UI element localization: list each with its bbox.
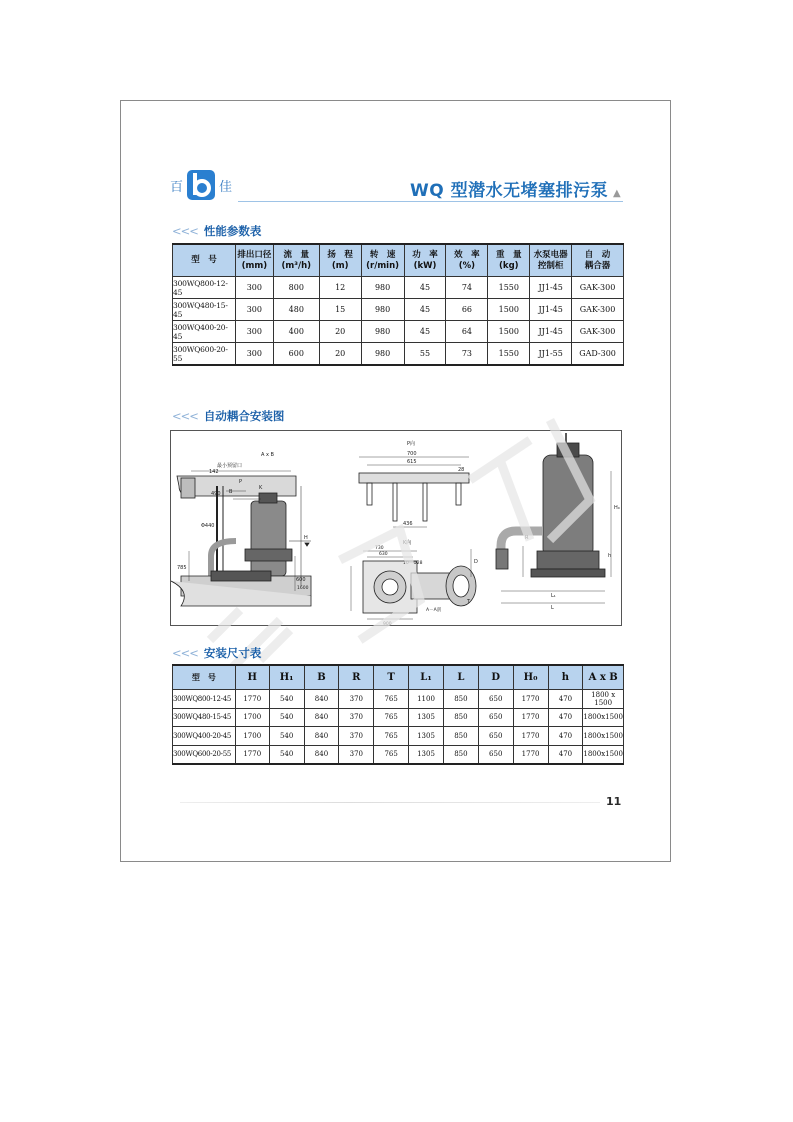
value-cell: 20 [319, 321, 361, 343]
label-630: 630 [379, 552, 388, 557]
brand-b-icon [186, 169, 216, 201]
label-l: L [551, 605, 554, 611]
perf-header-8 [530, 244, 572, 277]
label-142: 142 [209, 469, 219, 475]
model-cell: 300WQ600-20-55 [173, 343, 236, 366]
perf-header-line2: 耦合器 [584, 260, 611, 271]
perf-header-line2: (r/min) [366, 260, 400, 271]
value-cell: 480 [273, 299, 319, 321]
value-cell: 1770 [513, 727, 548, 746]
value-cell: 1305 [409, 708, 444, 727]
document-title: WQ 型潜水无堵塞排污泵 [410, 181, 609, 201]
value-cell: 1800x1500 [583, 745, 624, 764]
perf-header-line2: (mm) [241, 260, 268, 271]
value-cell: GAK-300 [572, 277, 624, 299]
label-1600: 1600 [297, 586, 309, 591]
value-cell: 1700 [235, 727, 269, 746]
label-900: 900 [383, 622, 392, 626]
perf-header-line2: 控制柜 [537, 260, 564, 271]
label-t: T [467, 599, 471, 605]
value-cell: 1550 [488, 343, 530, 366]
perf-header-2 [273, 244, 319, 277]
chevrons-icon: <<< [172, 409, 198, 423]
label-min-opening: 最小预留口 [217, 463, 243, 469]
value-cell: 300 [235, 299, 273, 321]
label-l1: L₁ [551, 593, 556, 599]
section-performance-title [172, 223, 261, 239]
value-cell: 600 [273, 343, 319, 366]
install-header-5: T [374, 665, 409, 690]
perf-header-line1: 排出口径 [237, 249, 272, 260]
value-cell: 66 [446, 299, 488, 321]
value-cell: 1305 [409, 727, 444, 746]
label-view-k: K向 [403, 540, 412, 546]
value-cell: 64 [446, 321, 488, 343]
value-cell: 1800 x 1500 [583, 690, 624, 709]
value-cell: 45 [404, 277, 446, 299]
value-cell: 370 [339, 690, 374, 709]
table-row [173, 690, 624, 709]
value-cell: 765 [374, 690, 409, 709]
value-cell: 650 [478, 708, 513, 727]
perf-header-line2: (m³/h) [281, 260, 312, 271]
perf-header-line1: 自 动 [584, 249, 611, 260]
installation-drawing [170, 430, 622, 626]
perf-header-line1: 扬 程 [327, 249, 353, 260]
value-cell: 840 [304, 708, 339, 727]
value-cell: GAK-300 [572, 321, 624, 343]
install-header-9: H₀ [513, 665, 548, 690]
model-cell: 300WQ480-15-45 [173, 299, 236, 321]
install-header-6: L₁ [409, 665, 444, 690]
value-cell: 1700 [235, 708, 269, 727]
perf-header-line2: (kW) [413, 260, 437, 271]
perf-header-0 [173, 244, 236, 277]
perf-header-7 [488, 244, 530, 277]
section-view [171, 471, 311, 606]
label-r: R [525, 535, 529, 541]
install-header-2: H₁ [269, 665, 304, 690]
value-cell: 540 [269, 727, 304, 746]
value-cell: GAD-300 [572, 343, 624, 366]
perf-header-line2: (m) [331, 260, 349, 271]
value-cell: 840 [304, 745, 339, 764]
perf-header-6 [446, 244, 488, 277]
value-cell: 1770 [513, 745, 548, 764]
value-cell: 540 [269, 690, 304, 709]
label-a-a: A－A剖 [426, 608, 442, 613]
value-cell: 980 [361, 299, 404, 321]
value-cell: 765 [374, 745, 409, 764]
value-cell: 300 [235, 277, 273, 299]
performance-table [172, 243, 624, 366]
perf-header-9 [572, 244, 624, 277]
label-28: 28 [458, 467, 465, 473]
model-cell: 300WQ400-20-45 [173, 727, 236, 746]
perf-header-line2: (kg) [499, 260, 519, 271]
value-cell: 400 [273, 321, 319, 343]
label-b: B [229, 489, 233, 495]
install-header-row [173, 665, 624, 690]
value-cell: 370 [339, 745, 374, 764]
value-cell: 300 [235, 343, 273, 366]
value-cell: 850 [443, 690, 478, 709]
chevrons-icon: <<< [172, 646, 198, 660]
value-cell: 470 [548, 745, 583, 764]
value-cell: 840 [304, 727, 339, 746]
perf-header-line1: 效 率 [454, 249, 480, 260]
value-cell: JJ1-45 [530, 299, 572, 321]
value-cell: 765 [374, 708, 409, 727]
label-h0: H₀ [614, 505, 620, 511]
install-header-4: R [339, 665, 374, 690]
label-holes: 10－Φ28 [403, 561, 423, 566]
label-k: K [259, 485, 263, 491]
value-cell: 1770 [235, 745, 269, 764]
value-cell: 1770 [513, 690, 548, 709]
label-axb: A x B [261, 452, 274, 458]
perf-header-4 [361, 244, 404, 277]
label-615: 615 [407, 459, 417, 465]
install-header-10: h [548, 665, 583, 690]
model-cell: 300WQ800-12-45 [173, 277, 236, 299]
value-cell: 300 [235, 321, 273, 343]
value-cell: 650 [478, 745, 513, 764]
value-cell: 800 [273, 277, 319, 299]
value-cell: 765 [374, 727, 409, 746]
value-cell: 55 [404, 343, 446, 366]
value-cell: 840 [304, 690, 339, 709]
label-700: 700 [407, 451, 417, 457]
value-cell: 470 [548, 708, 583, 727]
value-cell: 980 [361, 343, 404, 366]
value-cell: 74 [446, 277, 488, 299]
value-cell: JJ1-55 [530, 343, 572, 366]
header-divider [238, 201, 623, 202]
label-730: 730 [375, 546, 384, 551]
section-drawing-label: 自动耦合安装图 [203, 409, 285, 423]
perf-header-1 [235, 244, 273, 277]
perf-header-line1: 水泵电器 [533, 249, 568, 260]
footer-divider [180, 802, 600, 803]
install-header-11: A x B [583, 665, 624, 690]
table-row [173, 277, 624, 299]
perf-header-line1: 重 量 [496, 249, 522, 260]
value-cell: 980 [361, 321, 404, 343]
install-header-3: B [304, 665, 339, 690]
value-cell: 980 [361, 277, 404, 299]
brand-char-left: 百 [170, 179, 184, 195]
value-cell: 540 [269, 708, 304, 727]
value-cell: 540 [269, 745, 304, 764]
chevrons-icon: <<< [172, 224, 198, 238]
label-490: 490 [211, 491, 221, 497]
value-cell: 1500 [488, 321, 530, 343]
table-row [173, 745, 624, 764]
value-cell: 20 [319, 343, 361, 366]
model-cell: 300WQ800-12-45 [173, 690, 236, 709]
value-cell: 470 [548, 727, 583, 746]
value-cell: 15 [319, 299, 361, 321]
install-header-8: D [478, 665, 513, 690]
install-header-7: L [443, 665, 478, 690]
value-cell: JJ1-45 [530, 277, 572, 299]
label-600: 600 [296, 577, 306, 583]
value-cell: 850 [443, 708, 478, 727]
label-view-p: P向 [407, 441, 416, 447]
label-h-small: h [608, 553, 612, 559]
model-cell: 300WQ600-20-55 [173, 745, 236, 764]
value-cell: 370 [339, 708, 374, 727]
table-row [173, 727, 624, 746]
value-cell: 1770 [235, 690, 269, 709]
install-header-1: H [235, 665, 269, 690]
value-cell: 1500 [488, 299, 530, 321]
install-dimensions-table [172, 664, 624, 765]
label-785: 785 [177, 565, 187, 571]
table-row [173, 343, 624, 366]
model-cell: 300WQ480-15-45 [173, 708, 236, 727]
value-cell: 370 [339, 727, 374, 746]
value-cell: 850 [443, 745, 478, 764]
perf-header-3 [319, 244, 361, 277]
value-cell: 45 [404, 299, 446, 321]
value-cell: JJ1-45 [530, 321, 572, 343]
section-install-label: 安装尺寸表 [203, 646, 262, 660]
label-d: D [474, 559, 478, 565]
value-cell: 650 [478, 727, 513, 746]
brand-logo [170, 168, 232, 202]
brand-char-right: 佳 [219, 179, 233, 195]
performance-header-row [173, 244, 624, 277]
perf-header-line1: 流 量 [283, 249, 310, 260]
value-cell: 1800x1500 [583, 708, 624, 727]
pump-view [471, 433, 611, 603]
label-p: P [239, 479, 243, 485]
value-cell: 1550 [488, 277, 530, 299]
value-cell: 73 [446, 343, 488, 366]
value-cell: 470 [548, 690, 583, 709]
table-row [173, 321, 624, 343]
perf-header-line2: (%) [458, 260, 476, 271]
value-cell: 850 [443, 727, 478, 746]
perf-header-line1: 功 率 [412, 249, 438, 260]
section-drawing-title [172, 408, 284, 424]
section-performance-label: 性能参数表 [203, 224, 262, 238]
table-row [173, 708, 624, 727]
table-row [173, 299, 624, 321]
value-cell: 1770 [513, 708, 548, 727]
label-phi440: Φ440 [201, 523, 215, 529]
model-cell: 300WQ400-20-45 [173, 321, 236, 343]
value-cell: GAK-300 [572, 299, 624, 321]
perf-header-line1: 转 速 [369, 249, 396, 260]
value-cell: 1305 [409, 745, 444, 764]
section-install-title [172, 645, 261, 661]
install-header-0: 型 号 [173, 665, 236, 690]
p-view [359, 457, 469, 527]
value-cell: 1100 [409, 690, 444, 709]
page-number: 11 [606, 795, 622, 808]
value-cell: 1800x1500 [583, 727, 624, 746]
perf-header-line1: 型 号 [191, 255, 217, 265]
label-436: 436 [403, 521, 413, 527]
triangle-icon: ▲ [613, 188, 621, 199]
label-h: H [304, 535, 308, 541]
value-cell: 650 [478, 690, 513, 709]
perf-header-5 [404, 244, 446, 277]
value-cell: 12 [319, 277, 361, 299]
value-cell: 45 [404, 321, 446, 343]
